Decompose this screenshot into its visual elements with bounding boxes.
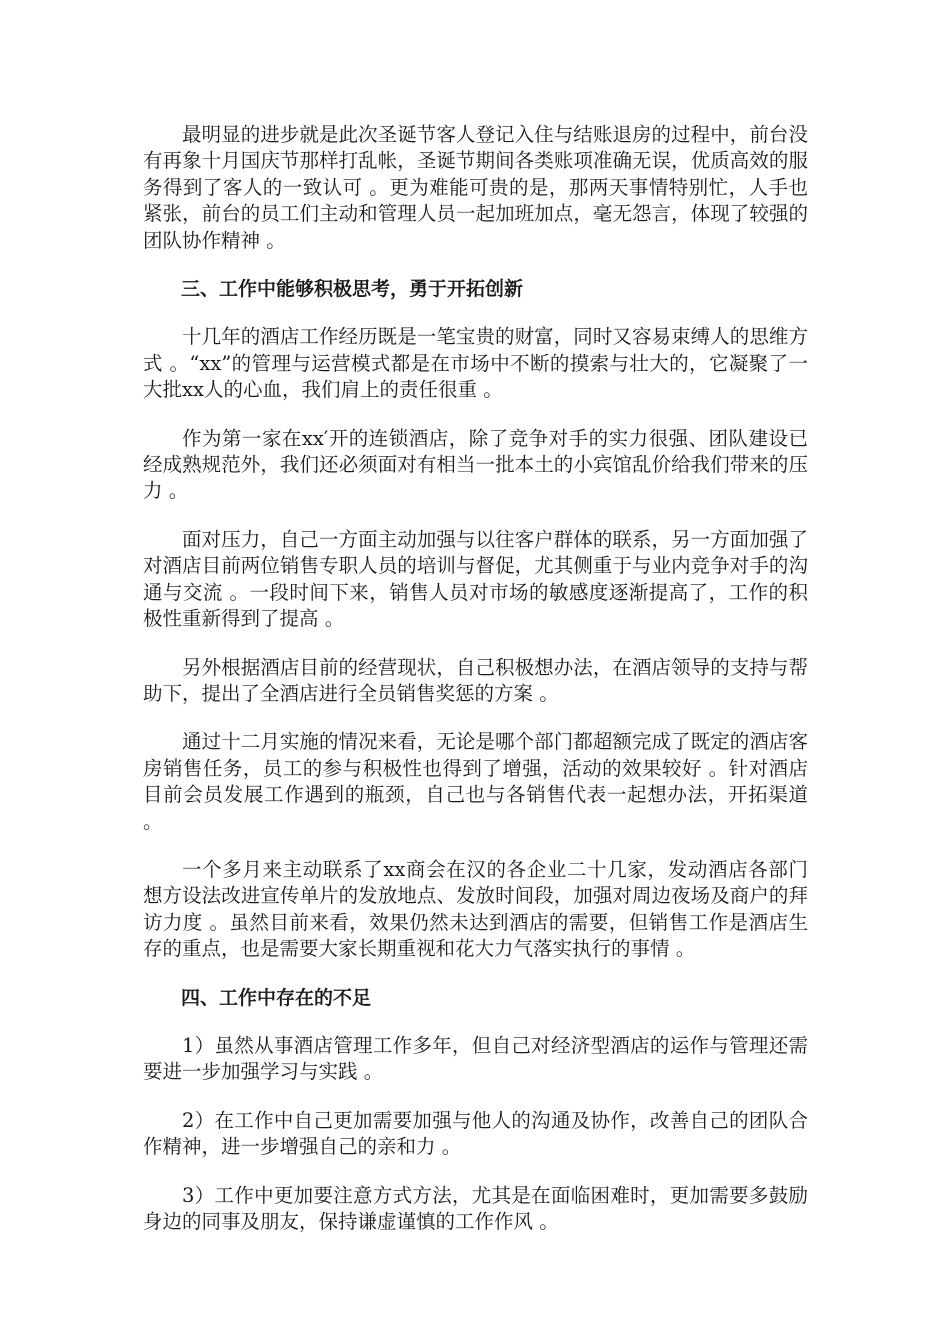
paragraph-sales-plan: 另外根据酒店目前的经营现状，自己积极想办法，在酒店领导的支持与帮助下，提出了全酒店进行全员销售奖惩的方案 。 <box>143 655 808 705</box>
list-item-3: 3）工作中更加要注意方式方法，尤其是在面临困难时，更加需要多鼓励身边的同事及朋友，保持谦虚谨慎的工作作风 。 <box>143 1183 808 1233</box>
section-heading-4: 四、工作中存在的不足 <box>181 986 372 1009</box>
paragraph-progress: 最明显的进步就是此次圣诞节客人登记入住与结账退房的过程中，前台没有再象十月国庆节那样打乱帐，圣诞节期间各类账项准确无误，优质高效的服务得到了客人的一致认可 。更为难能可贵的是，那两天事情特别忙，人手也紧张，前台的员工们主动和管理人员一起加班加点，毫无怨言，体现了较强的团队协作精神 。 <box>143 123 808 252</box>
paragraph-pressure: 面对压力，自己一方面主动加强与以往客户群体的联系，另一方面加强了对酒店目前两位销售专职人员的培训与督促，尤其侧重于与业内竞争对手的沟通与交流 。一段时间下来，销售人员对市场的敏感度逐渐提高了，工作的积极性重新得到了提高 。 <box>143 527 808 631</box>
list-item-2: 2）在工作中自己更加需要加强与他人的沟通及协作，改善自己的团队合作精神，进一步增强自己的亲和力 。 <box>143 1108 808 1159</box>
paragraph-competition: 作为第一家在xx′开的连锁酒店，除了竞争对手的实力很强、团队建设已经成熟规范外，我们还必须面对有相当一批本土的小宾馆乱价给我们带来的压力 。 <box>143 426 808 503</box>
paragraph-december-results: 通过十二月实施的情况来看，无论是哪个部门都超额完成了既定的酒店客房销售任务，员工的参与积极性也得到了增强，活动的效果较好 。针对酒店目前会员发展工作遇到的瓶颈，自己也与各销售代表一起想办法，开拓渠道 。 <box>143 730 808 833</box>
list-item-1: 1）虽然从事酒店管理工作多年，但自己对经济型酒店的运作与管理还需要进一步加强学习与实践 。 <box>143 1033 808 1084</box>
paragraph-experience: 十几年的酒店工作经历既是一笔宝贵的财富，同时又容易束缚人的思维方式 。“xx”的管理与运营模式都是在市场中不断的摸索与壮大的，它凝聚了一大批xx人的心血，我们肩上的责任很重 。 <box>143 325 808 402</box>
document-body <box>143 122 808 1257</box>
paragraph-outreach: 一个多月来主动联系了xx商会在汉的各企业二十几家，发动酒店各部门想方设法改进宣传单片的发放地点、发放时间段，加强对周边夜场及商户的拜访力度 。虽然目前来看，效果仍然未达到酒店的需要，但销售工作是酒店生存的重点，也是需要大家长期重视和花大力气落实执行的事情 。 <box>143 857 808 961</box>
section-heading-3: 三、工作中能够积极思考，勇于开拓创新 <box>181 278 524 301</box>
